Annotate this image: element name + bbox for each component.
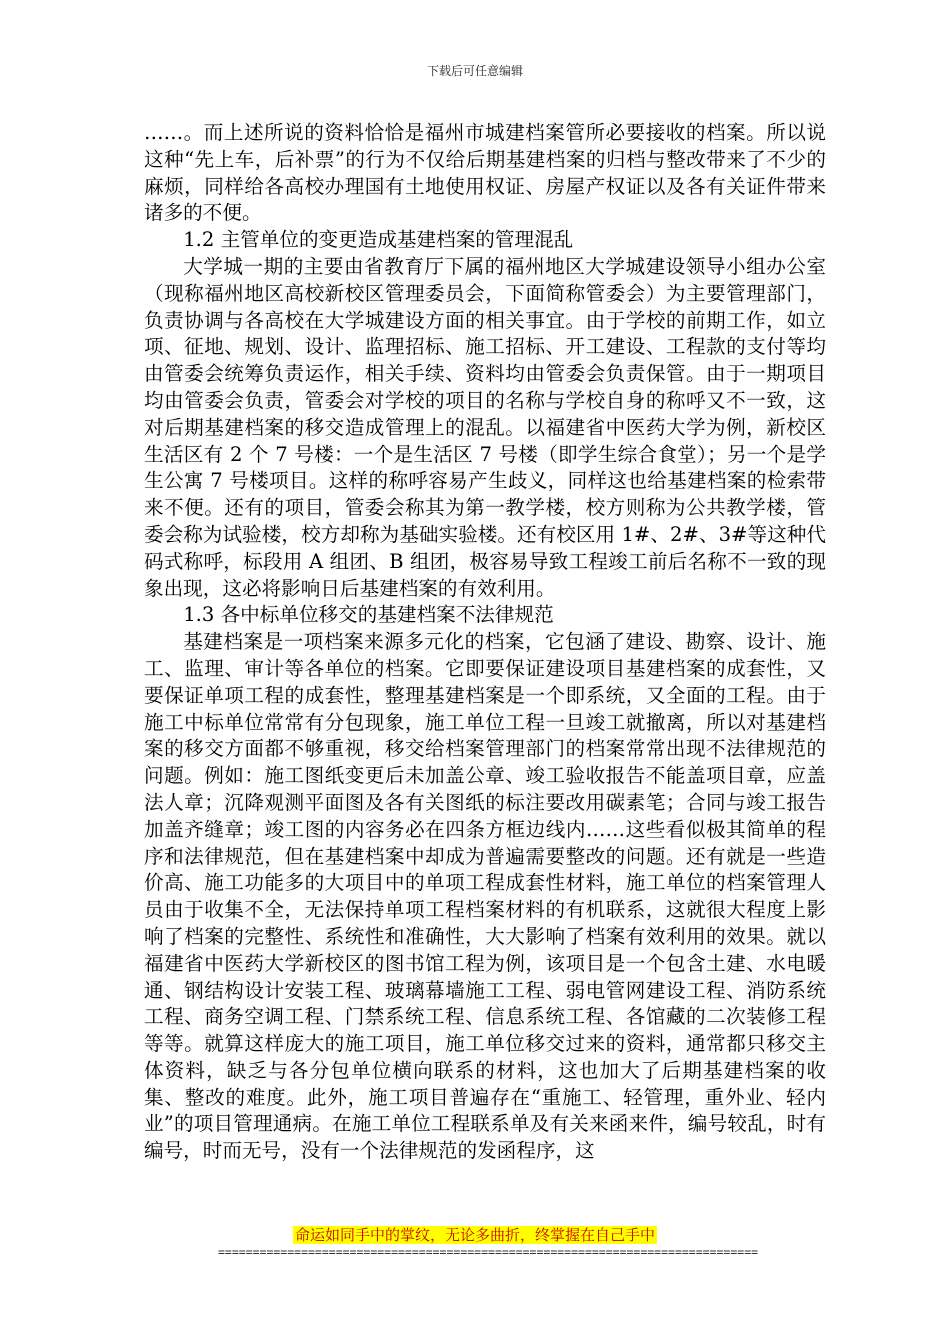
paragraph-archives: 基建档案是一项档案来源多元化的档案，它包涵了建设、勘察、设计、施工、监理、审计等各单位的档案。它即要保证建设项目基建档案的成套性，又要保证单项工程的成套性，整理基建档案是一个即系统，又全面的工程。由于施工中标单位常常有分包现象，施工单位工程一旦竣工就撤离，所以对基建档案的移交方面都不够重视，移交给档案管理部门的档案常常出现不法律规范的问题。例如：施工图纸变更后未加盖公章、竣工验收报告不能盖项目章，应盖法人章；沉降观测平面图及各有关图纸的标注要改用碳素笔；合同与竣工报告加盖齐缝章；竣工图的内容务必在四条方框边线内……这些看似极其简单的程序和法律规范，但在基建档案中却成为普遍需要整改的问题。还有就是一些造价高、施工功能多的大项目中的单项工程成套性材料，施工单位的档案管理人员由于收集不全，无法保持单项工程档案材料的有机联系，这就很大程度上影响了档案的完整性、系统性和准确性，大大影响了档案有效利用的效果。就以福建省中医药大学新校区的图书馆工程为例，该项目是一个包含土建、水电暖通、钢结构设计安装工程、玻璃幕墙施工工程、弱电管网建设工程、消防系统工程、商务空调工程、门禁系统工程、信息系统工程、各馆藏的二次装修工程等等。就算这样庞大的施工项目，施工单位移交过来的资料，通常都只移交主体资料，缺乏与各分包单位横向联系的材料，这也加大了后期基建档案的收集、整改的难度。此外，施工项目普遍存在“重施工、轻管理，重外业、轻内业”的项目管理通病。在施工单位工程联系单及有关来函来件，编号较乱，时有编号，时而无号，没有一个法律规范的发函程序，这 (144, 630, 826, 1163)
footer-quote-text: 命运如同手中的掌纹，无论多曲折，终掌握在自己手中 (294, 1226, 655, 1244)
paragraph-management: 大学城一期的主要由省教育厅下属的福州地区大学城建设领导小组办公室（现称福州地区高校新校区管理委员会，下面简称管委会）为主要管理部门，负责协调与各高校在大学城建设方面的相关事宜。由于学校的前期工作，如立项、征地、规划、设计、监理招标、施工招标、开工建设、工程款的支付等均由管委会统筹负责运作，相关手续、资料均由管委会负责保管。由于一期项目均由管委会负责，管委会对学校的项目的名称与学校自身的称呼又不一致，这对后期基建档案的移交造成管理上的混乱。以福建省中医药大学为例，新校区生活区有 2 个 7 号楼：一个是生活区 7 号楼（即学生综合食堂）；另一个是学生公寓 7 号楼项目。这样的称呼容易产生歧义，同样这也给基建档案的检索带来不便。还有的项目，管委会称其为第一教学楼，校方则称为公共教学楼，管委会称为试验楼，校方却称为基础实验楼。还有校区用 1#、2#、3#等这种代码式称呼，标段用 A 组团、B 组团，极容易导致工程竣工前后名称不一致的现象出现，这必将影响日后基建档案的有效利用。 (144, 254, 826, 600)
section-heading-1-3: 1.3 各中标单位移交的基建档案不法律规范 (183, 603, 554, 627)
footer-divider: ============================================================================== (218, 1245, 759, 1259)
footer-quote (0, 1225, 950, 1245)
section-heading-1-2: 1.2 主管单位的变更造成基建档案的管理混乱 (183, 228, 574, 252)
document-body (144, 120, 826, 1165)
page-header: 下载后可任意编辑 (426, 64, 523, 78)
paragraph-continuation: ……。而上述所说的资料恰恰是福州市城建档案管所必要接收的档案。所以说这种“先上车，后补票”的行为不仅给后期基建档案的归档与整改带来了不少的麻烦，同样给各高校办理国有土地使用权证、房屋产权证以及各有关证件带来诸多的不便。 (144, 121, 826, 225)
